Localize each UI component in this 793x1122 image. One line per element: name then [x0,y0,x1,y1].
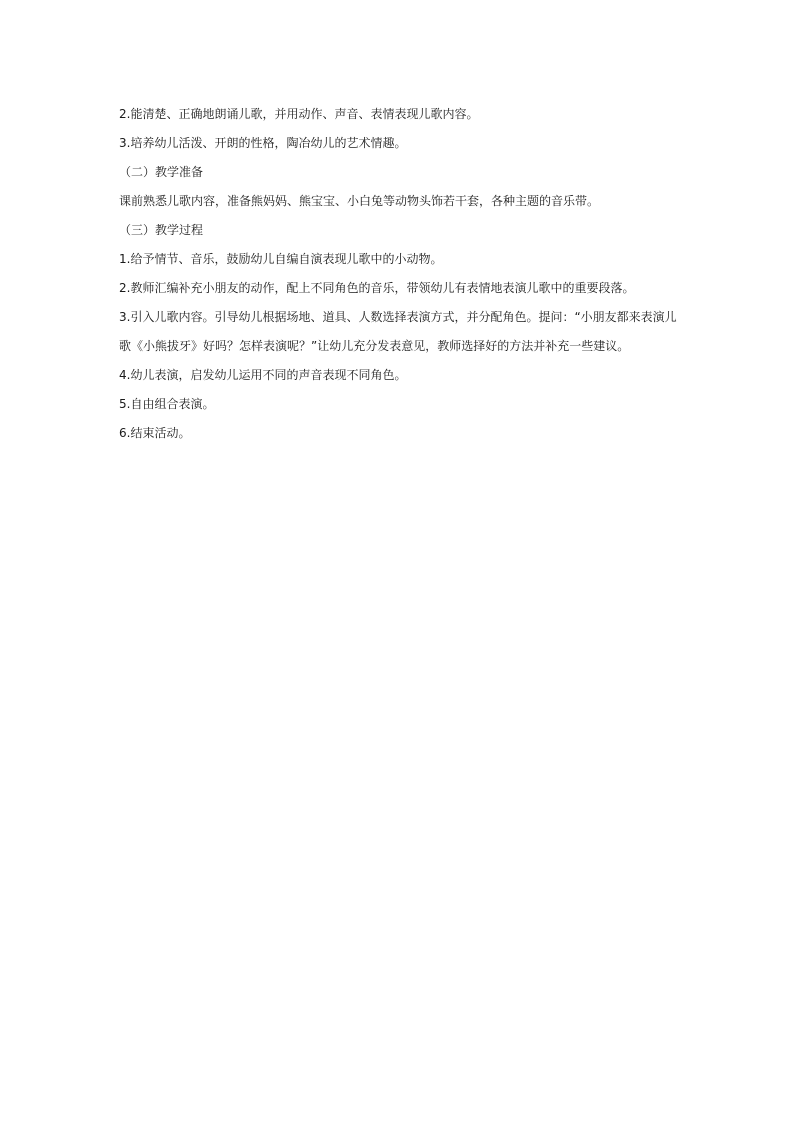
document-body [119,100,679,448]
paragraph-step-4: 4.幼儿表演，启发幼儿运用不同的声音表现不同角色。 [119,368,407,382]
paragraph-step-1: 1.给予情节、音乐，鼓励幼儿自编自演表现儿歌中的小动物。 [119,252,443,266]
paragraph-goal-3: 3.培养幼儿活泼、开朗的性格，陶冶幼儿的艺术情趣。 [119,136,407,150]
section-heading-process: （三）教学过程 [119,223,204,237]
paragraph-step-3-line-2: 歌《小熊拔牙》好吗？怎样表演呢？”让幼儿充分发表意见，教师选择好的方法并补充一些建议。 [119,339,630,353]
paragraph-step-6: 6.结束活动。 [119,426,191,440]
paragraph-step-3-line-1: 3.引入儿歌内容。引导幼儿根据场地、道具、人数选择表演方式，并分配角色。提问：“小朋友都来表演儿 [119,310,677,324]
paragraph-step-2: 2.教师汇编补充小朋友的动作，配上不同角色的音乐，带领幼儿有表情地表演儿歌中的重要段落。 [119,281,635,295]
paragraph-step-5: 5.自由组合表演。 [119,397,215,411]
paragraph-goal-2: 2.能清楚、正确地朗诵儿歌，并用动作、声音、表情表现儿歌内容。 [119,107,479,121]
section-heading-preparation: （二）教学准备 [119,165,204,179]
paragraph-preparation: 课前熟悉儿歌内容，准备熊妈妈、熊宝宝、小白兔等动物头饰若干套，各种主题的音乐带。 [119,194,600,208]
